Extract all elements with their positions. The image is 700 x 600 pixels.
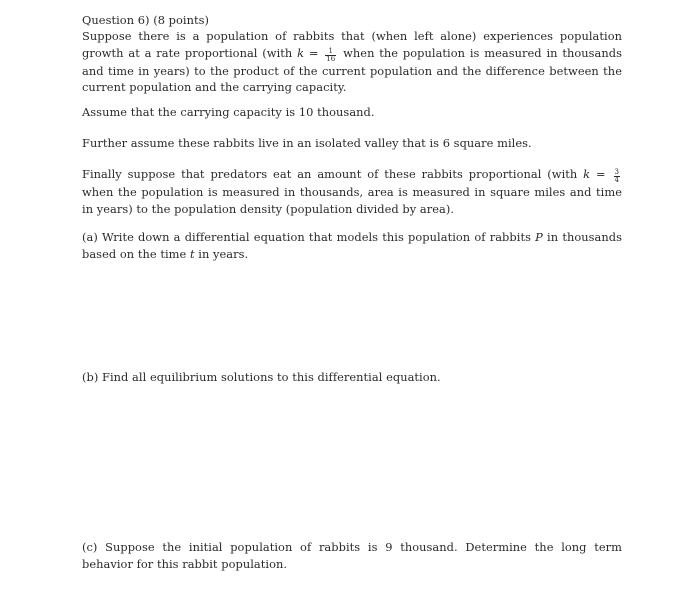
k-symbol: k: [297, 45, 305, 60]
predators-text-1: Finally suppose that predators eat an amount of these rabbits proportional (with: [82, 167, 584, 181]
k-symbol: k: [583, 167, 591, 181]
part-c-paragraph: (c) Suppose the initial population of rabbits is 9 thousand. Determine the long term behavior for this rabbit population.: [82, 540, 622, 571]
carrying-capacity-paragraph: Assume that the carrying capacity is 10 thousand.: [82, 105, 375, 119]
k-fraction: [325, 48, 336, 63]
part-a-text-2: in thousands based on the time: [82, 230, 622, 261]
part-a-text-3: in years.: [194, 246, 249, 261]
predators-text-2: when the population is measured in thousands, area is measured in square miles and time in years) to the population density (population divided by area).: [82, 185, 622, 216]
fraction-denominator: 4: [614, 176, 620, 184]
intro-text-1: Suppose there is a population of rabbits that (when left alone) experiences population growth at a rate proportional (with: [82, 29, 622, 60]
t-symbol: t: [189, 246, 195, 261]
intro-paragraph: [82, 28, 622, 96]
part-b-paragraph: (b) Find all equilibrium solutions to this differential equation.: [82, 370, 441, 384]
p-symbol: P: [535, 230, 543, 244]
valley-paragraph: Further assume these rabbits live in an isolated valley that is 6 square miles.: [82, 136, 532, 150]
part-a-paragraph: [82, 229, 622, 262]
fraction-numerator: 3: [614, 168, 620, 176]
k-fraction: [614, 169, 621, 184]
fraction-denominator: 16: [326, 54, 336, 63]
fraction-numerator: 1: [325, 48, 336, 56]
equals-sign: =: [590, 167, 612, 181]
question-header: Question 6) (8 points): [82, 13, 210, 27]
intro-text-2: when the population is measured in thousands and time in years) to the product of the current population and the difference between the current population and the carrying capacity.: [82, 45, 622, 95]
predators-paragraph: [82, 166, 622, 217]
equals-sign: =: [304, 45, 324, 60]
part-a-text-1: (a) Write down a differential equation that models this population of rabbits: [82, 230, 536, 244]
